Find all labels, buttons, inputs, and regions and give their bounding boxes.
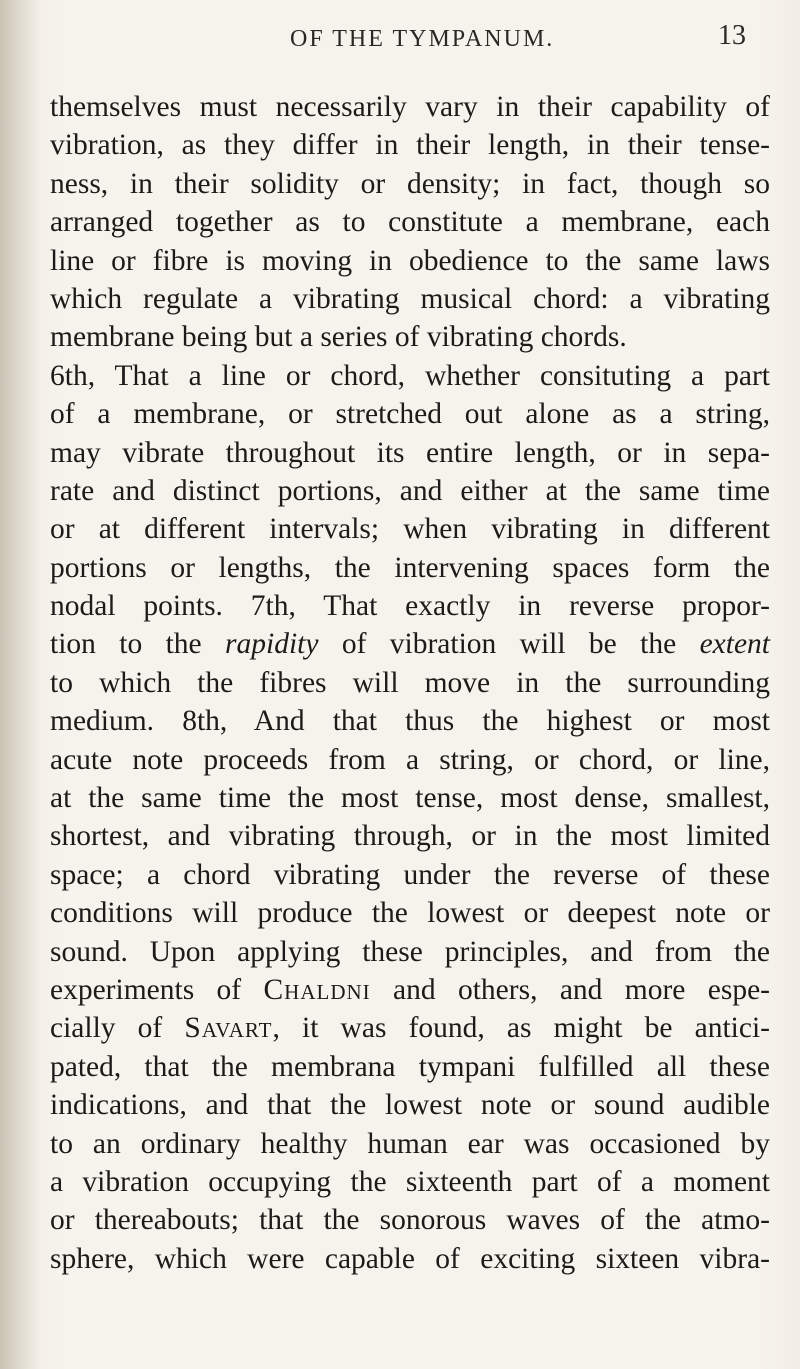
text-line: or at different intervals; when vibrating in different	[50, 513, 770, 546]
text-line: which regulate a vibrating musical chord: a vibrating	[50, 282, 770, 315]
running-header	[0, 14, 800, 64]
text-line: of a membrane, or stretched out alone as a string,	[50, 398, 770, 431]
text-line: arranged together as to constitute a membrane, each	[50, 206, 770, 239]
text-line: or thereabouts; that the sonorous waves of the atmo-	[50, 1204, 770, 1237]
text-line: vibration, as they differ in their length, in their tense-	[50, 129, 770, 162]
line-fragment: cially of	[50, 1012, 185, 1045]
emphasis-rapidity: rapidity	[225, 628, 319, 661]
running-title: OF THE TYMPANUM.	[290, 26, 555, 52]
text-line: themselves must necessarily vary in their capability of	[50, 91, 770, 123]
text-line: indications, and that the lowest note or sound audible	[50, 1089, 770, 1122]
emphasis-extent: extent	[699, 628, 770, 661]
line-fragment: and others, and more espe-	[370, 973, 770, 1006]
text-line: a vibration occupying the sixteenth part of a moment	[50, 1165, 770, 1198]
text-line: rate and distinct portions, and either at the same time	[50, 474, 770, 507]
text-line: to which the fibres will move in the surrounding	[50, 666, 770, 699]
text-line: shortest, and vibrating through, or in the most limited	[50, 820, 770, 853]
text-line: line or fibre is moving in obedience to the same laws	[50, 244, 770, 277]
text-line: acute note proceeds from a string, or chord, or line,	[50, 743, 770, 776]
line-fragment: of vibration will be the	[318, 628, 700, 661]
text-line: ness, in their solidity or density; in fact, though so	[50, 167, 770, 200]
text-line: sound. Upon applying these principles, and from the	[50, 935, 770, 968]
name-savart: Savart	[184, 1012, 273, 1045]
text-line: membrane being but a series of vibrating chords.	[50, 321, 627, 354]
name-chaldni: Chaldni	[263, 973, 371, 1006]
text-line-italic	[50, 625, 770, 663]
line-fragment: , it was found, as might be antici-	[272, 1012, 770, 1045]
text-line: space; a chord vibrating under the reverse of these	[50, 858, 770, 891]
text-line: may vibrate throughout its entire length, or in sepa-	[50, 436, 770, 469]
text-line: 6th, That a line or chord, whether consituting a part	[50, 359, 770, 392]
body-text	[50, 88, 770, 1278]
text-line-smallcaps	[50, 971, 770, 1009]
line-fragment: tion to the	[50, 628, 226, 661]
text-line: to an ordinary healthy human ear was occasioned by	[50, 1127, 770, 1160]
page-number: 13	[718, 20, 746, 51]
text-line: conditions will produce the lowest or deepest note or	[50, 897, 770, 930]
text-line: at the same time the most tense, most dense, smallest,	[50, 782, 770, 815]
text-line: medium. 8th, And that thus the highest or most	[50, 705, 770, 738]
gutter-shadow	[0, 0, 40, 1369]
text-line-smallcaps	[50, 1009, 770, 1047]
text-line: pated, that the membrana tympani fulfilled all these	[50, 1050, 770, 1083]
text-line: portions or lengths, the intervening spaces form the	[50, 551, 770, 584]
text-line: sphere, which were capable of exciting sixteen vibra-	[50, 1242, 770, 1275]
line-fragment: experiments of	[50, 973, 264, 1006]
text-line: nodal points. 7th, That exactly in reverse propor-	[50, 590, 770, 623]
